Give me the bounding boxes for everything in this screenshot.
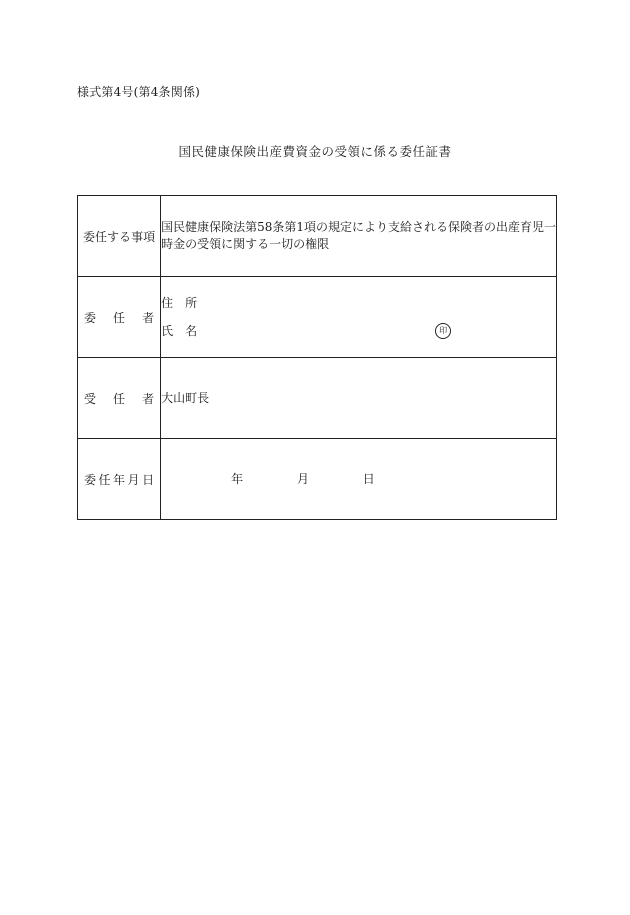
label-char: 委 — [84, 310, 97, 325]
label-delegation-date — [78, 439, 161, 520]
label-char: る — [119, 229, 132, 244]
form-number: 様式第4号(第4条関係) — [77, 85, 201, 99]
day-marker: 日 — [362, 471, 375, 486]
label-char: す — [107, 229, 120, 244]
label-principal — [78, 277, 161, 358]
delegated-matter-text: 国民健康保険法第58条第1項の規定により支給される保険者の出産育児一時金の受領に関する一切の権限 — [161, 196, 557, 277]
year-marker: 年 — [231, 471, 244, 486]
address-char: 所 — [185, 295, 198, 310]
label-char: 任 — [113, 391, 126, 406]
address-label — [161, 295, 197, 312]
label-char: 事 — [131, 229, 144, 244]
principal-name-row — [161, 317, 556, 345]
name-char: 氏 — [161, 323, 174, 338]
label-char: 委 — [84, 472, 97, 487]
label-char: 者 — [142, 310, 155, 325]
label-char: 委 — [83, 229, 96, 244]
label-char: 年 — [113, 472, 126, 487]
principal-fields — [161, 277, 557, 358]
delegation-table — [77, 195, 557, 520]
principal-address-row — [161, 289, 556, 317]
address-char: 住 — [161, 295, 174, 310]
month-marker: 月 — [296, 471, 309, 486]
seal-mark-icon: 印 — [435, 323, 451, 339]
label-char: 任 — [113, 310, 126, 325]
label-char: 任 — [98, 472, 111, 487]
name-label — [161, 323, 197, 340]
label-agent — [78, 358, 161, 439]
row-principal — [78, 277, 557, 358]
name-char: 名 — [185, 323, 198, 338]
delegation-date-fields — [161, 439, 557, 520]
document-title: 国民健康保険出産費資金の受領に係る委任証書 — [178, 144, 452, 159]
row-delegated-matter — [78, 196, 557, 277]
row-agent — [78, 358, 557, 439]
label-char: 受 — [84, 391, 97, 406]
label-char: 項 — [143, 229, 156, 244]
agent-value: 大山町長 — [161, 358, 557, 439]
label-char: 日 — [142, 472, 155, 487]
row-delegation-date — [78, 439, 557, 520]
label-char: 者 — [142, 391, 155, 406]
label-char: 月 — [127, 472, 140, 487]
label-char: 任 — [95, 229, 108, 244]
label-delegated-matter — [78, 196, 161, 277]
